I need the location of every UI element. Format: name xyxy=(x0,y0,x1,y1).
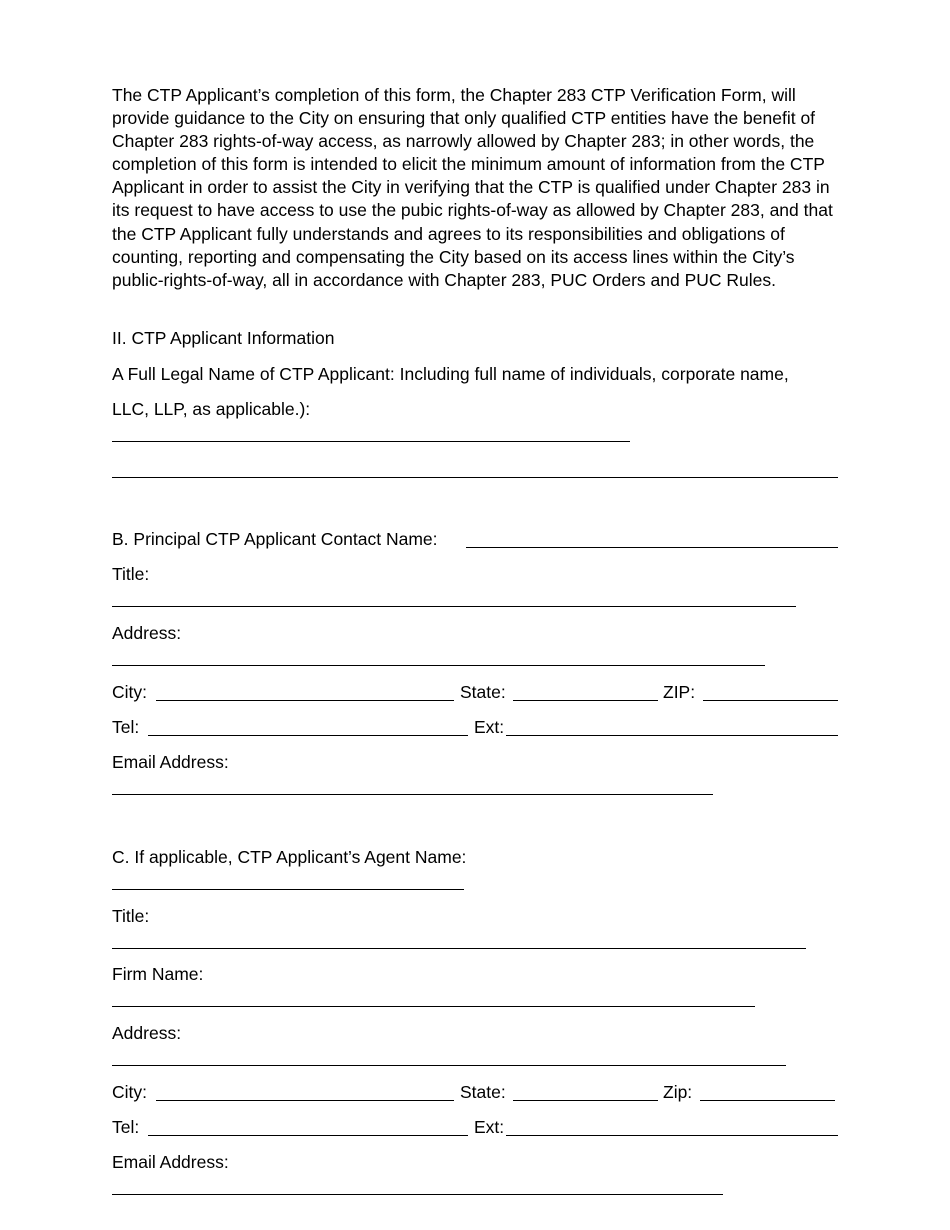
c-state-field[interactable] xyxy=(513,1100,658,1101)
b-ext-field[interactable] xyxy=(506,735,838,736)
b-tel-label: Tel: xyxy=(112,717,140,737)
contact-name-field[interactable] xyxy=(466,547,838,548)
c-zip-field[interactable] xyxy=(700,1100,835,1101)
agent-name-field[interactable] xyxy=(112,889,464,890)
c-city-label: City: xyxy=(112,1082,147,1102)
b-email-label: Email Address: xyxy=(112,752,229,772)
contact-name-label: B. Principal CTP Applicant Contact Name: xyxy=(112,529,438,549)
c-address-label: Address: xyxy=(112,1023,182,1043)
b-email-field[interactable] xyxy=(112,794,713,795)
b-ext-label: Ext: xyxy=(474,717,505,737)
c-state-label: State: xyxy=(460,1082,506,1102)
b-title-field[interactable] xyxy=(112,606,796,607)
b-city-label: City: xyxy=(112,682,147,702)
c-tel-label: Tel: xyxy=(112,1117,140,1137)
c-title-label: Title: xyxy=(112,906,150,926)
b-city-field[interactable] xyxy=(156,700,454,701)
b-address-label: Address: xyxy=(112,623,182,643)
legal-name-label-line1: A Full Legal Name of CTP Applicant: Including full name of individuals, corporate name, xyxy=(112,364,789,384)
c-address-field[interactable] xyxy=(112,1065,786,1066)
b-state-field[interactable] xyxy=(513,700,658,701)
c-city-field[interactable] xyxy=(156,1100,454,1101)
c-ext-field[interactable] xyxy=(506,1135,838,1136)
agent-name-label: C. If applicable, CTP Applicant’s Agent Name: xyxy=(112,847,467,867)
c-zip-label: Zip: xyxy=(663,1082,693,1102)
legal-name-field-line2[interactable] xyxy=(112,477,838,478)
intro-paragraph: The CTP Applicant’s completion of this form, the Chapter 283 CTP Verification Form, will provide guidance to the City on ensuring that only qualified CTP entities have the benefit of Chapter 283 rights-of-way access, as narrowly allowed by Chapter 283; in other words, the completion of this form is intended to elicit the minimum amount of information from the CTP Applicant in order to assist the City in verifying that the CTP is qualified under Chapter 283 in its request to have access to use the pubic rights-of-way as allowed by Chapter 283, and that the CTP Applicant fully understands and agrees to its responsibilities and obligations of counting, reporting and compensating the City based on its access lines within the City’s public-rights-of-way, all in accordance with Chapter 283, PUC Orders and PUC Rules. xyxy=(112,85,833,290)
c-email-label: Email Address: xyxy=(112,1152,229,1172)
c-ext-label: Ext: xyxy=(474,1117,505,1137)
c-tel-field[interactable] xyxy=(148,1135,468,1136)
b-zip-field[interactable] xyxy=(703,700,838,701)
b-state-label: State: xyxy=(460,682,506,702)
c-title-field[interactable] xyxy=(112,948,806,949)
legal-name-label-line2: LLC, LLP, as applicable.): xyxy=(112,399,311,419)
b-title-label: Title: xyxy=(112,564,150,584)
section-heading: II. CTP Applicant Information xyxy=(112,328,335,348)
b-tel-field[interactable] xyxy=(148,735,468,736)
c-firm-label: Firm Name: xyxy=(112,964,204,984)
c-firm-field[interactable] xyxy=(112,1006,755,1007)
c-email-field[interactable] xyxy=(112,1194,723,1195)
b-zip-label: ZIP: xyxy=(663,682,696,702)
b-address-field[interactable] xyxy=(112,665,765,666)
legal-name-field-line1[interactable] xyxy=(112,441,630,442)
